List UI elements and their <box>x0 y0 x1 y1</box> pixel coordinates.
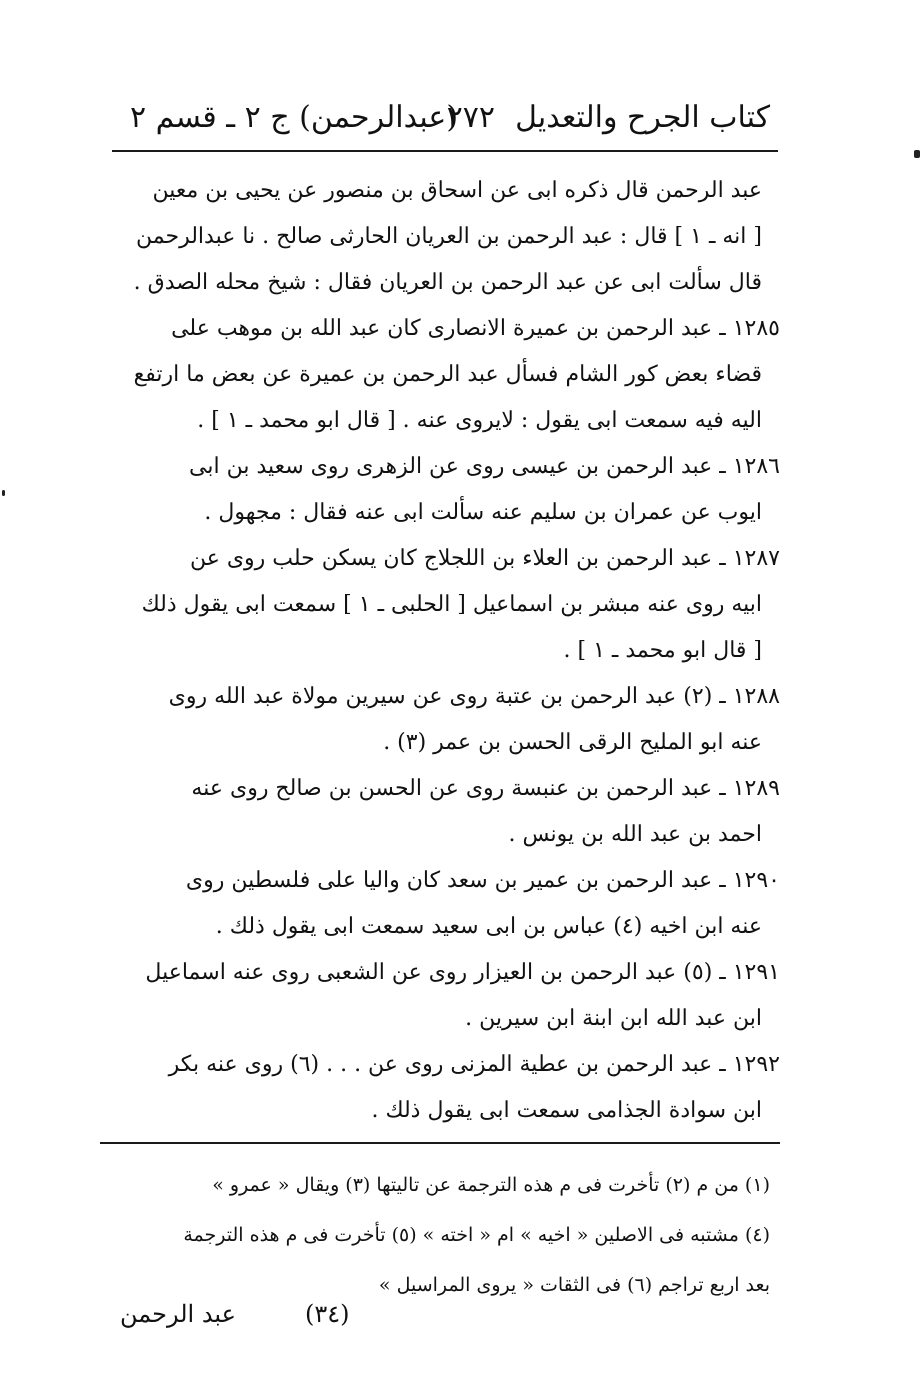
entry-line: ١٢٩٠ ـ عبد الرحمن بن عمير بن سعد كان واليا على فلسطين روى <box>185 868 780 893</box>
entry-line: ١٢٨٩ ـ عبد الرحمن بن عنبسة روى عن الحسن بن صالح روى عنه <box>191 776 780 801</box>
entry-line: ١٢٩٢ ـ عبد الرحمن بن عطية المزنى روى عن . . . (٦) روى عنه بكر <box>168 1052 780 1077</box>
page-number: ٢٧٢ <box>446 100 495 135</box>
header-rule <box>112 150 778 152</box>
catchword: عبد الرحمن <box>120 1300 236 1328</box>
text-line: احمد بن عبد الله بن يونس . <box>508 822 762 847</box>
scan-mark <box>914 150 920 158</box>
text-line: [ انه ـ ١ ] قال : عبد الرحمن بن العريان الحارثى صالح . نا عبدالرحمن <box>136 224 762 249</box>
text-line: عبد الرحمن قال ذكره ابى عن اسحاق بن منصور عن يحيى بن معين <box>152 178 762 203</box>
text-line: [ قال ابو محمد ـ ١ ] . <box>563 638 762 663</box>
entry-line: ١٢٨٦ ـ عبد الرحمن بن عيسى روى عن الزهرى روى سعيد بن ابى <box>189 454 780 479</box>
entry-line: ١٢٩١ ـ (٥) عبد الرحمن بن العيزار روى عن الشعبى روى عنه اسماعيل <box>145 960 780 985</box>
text-line: اليه فيه سمعت ابى يقول : لايروى عنه . [ قال ابو محمد ـ ١ ] . <box>197 408 762 433</box>
text-line: ابيه روى عنه مبشر بن اسماعيل [ الحلبى ـ ١ ] سمعت ابى يقول ذلك <box>141 592 762 617</box>
footnote-line: (٤) مشتبه فى الاصلين « اخيه » ام « اخته » (٥) تأخرت فى م هذه الترجمة <box>183 1224 770 1246</box>
text-line: قال سألت ابى عن عبد الرحمن بن العريان فقال : شيخ محله الصدق . <box>133 270 762 295</box>
signature-mark: (٣٤) <box>305 1300 350 1328</box>
entry-line: ١٢٨٧ ـ عبد الرحمن بن العلاء بن اللجلاج كان يسكن حلب روى عن <box>189 546 780 571</box>
book-title: كتاب الجرح والتعديل <box>515 100 770 135</box>
page-footer <box>120 1300 380 1340</box>
text-line: قضاء بعض كور الشام فسأل عبد الرحمن بن عميرة عن بعض ما ارتفع <box>133 362 762 387</box>
footnotes <box>100 1160 770 1310</box>
text-line: عنه ابو المليح الرقى الحسن بن عمر (٣) . <box>383 730 762 755</box>
text-line: ابن عبد الله ابن ابنة ابن سيرين . <box>465 1006 762 1031</box>
main-text <box>108 168 780 1134</box>
scan-mark <box>2 490 5 496</box>
running-header <box>130 100 770 148</box>
footnote-line: بعد اربع تراجم (٦) فى الثقات « يروى المراسيل » <box>378 1274 770 1296</box>
text-line: ايوب عن عمران بن سليم عنه سألت ابى عنه فقال : مجهول . <box>204 500 762 525</box>
section-label: (عبدالرحمن) ج ٢ ـ قسم ٢ <box>130 100 459 135</box>
text-line: ابن سوادة الجذامى سمعت ابى يقول ذلك . <box>371 1098 762 1123</box>
footnote-rule <box>100 1142 780 1144</box>
text-line: عنه ابن اخيه (٤) عباس بن ابى سعيد سمعت ابى يقول ذلك . <box>215 914 762 939</box>
entry-line: ١٢٨٨ ـ (٢) عبد الرحمن بن عتبة روى عن سيرين مولاة عبد الله روى <box>168 684 780 709</box>
entry-line: ١٢٨٥ ـ عبد الرحمن بن عميرة الانصارى كان عبد الله بن موهب على <box>171 316 780 341</box>
footnote-line: (١) من م (٢) تأخرت فى م هذه الترجمة عن تاليتها (٣) ويقال « عمرو » <box>212 1174 770 1196</box>
